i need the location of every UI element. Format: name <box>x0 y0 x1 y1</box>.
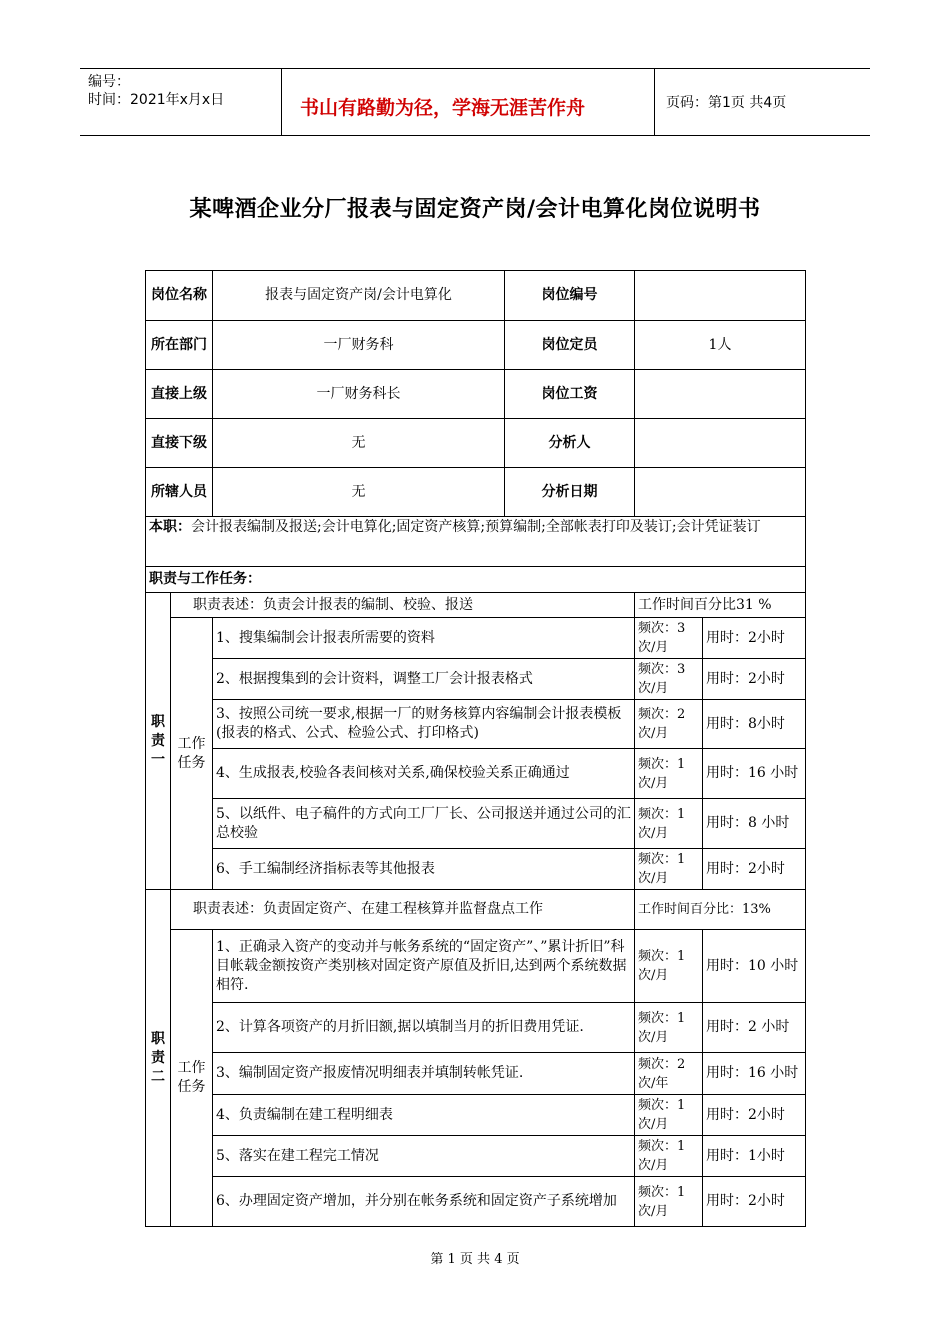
task-time: 用时：2小时 <box>703 1177 806 1227</box>
header-divider-left <box>281 68 282 136</box>
header-page-info: 页码：第1页 共4页 <box>666 95 787 111</box>
info-row <box>146 370 806 419</box>
info-label: 所在部门 <box>146 321 213 370</box>
info-label: 直接上级 <box>146 370 213 419</box>
task-text: 6、手工编制经济指标表等其他报表 <box>213 849 635 890</box>
info-row <box>146 321 806 370</box>
task-text: 5、以纸件、电子稿件的方式向工厂厂长、公司报送并通过公司的汇总校验 <box>213 799 635 849</box>
task-time: 用时：1小时 <box>703 1136 806 1177</box>
task-frequency: 频次：1次/月 <box>635 1177 703 1227</box>
task-frequency: 频次：1次/月 <box>635 1136 703 1177</box>
task-row <box>146 799 806 849</box>
section-percent: 工作时间百分比：13% <box>635 890 806 930</box>
info-label-2: 岗位定员 <box>505 321 635 370</box>
header-bottom-rule <box>80 135 870 136</box>
page-footer: 第 1 页 共 4 页 <box>430 1252 520 1267</box>
task-time: 用时：2小时 <box>703 849 806 890</box>
info-value-2 <box>635 271 806 321</box>
task-time: 用时：16 小时 <box>703 749 806 799</box>
task-time: 用时：2 小时 <box>703 1003 806 1053</box>
task-text: 3、编制固定资产报废情况明细表并填制转帐凭证. <box>213 1053 635 1095</box>
task-time: 用时：8小时 <box>703 700 806 749</box>
task-row <box>146 618 806 659</box>
info-label: 直接下级 <box>146 419 213 468</box>
task-frequency: 频次：1次/月 <box>635 749 703 799</box>
task-time: 用时：16 小时 <box>703 1053 806 1095</box>
task-row <box>146 1053 806 1095</box>
task-row <box>146 700 806 749</box>
section-percent: 工作时间百分比31 % <box>635 593 806 618</box>
task-row <box>146 849 806 890</box>
header-motto: 书山有路勤为径，学海无涯苦作舟 <box>300 97 586 119</box>
task-time: 用时：8 小时 <box>703 799 806 849</box>
task-frequency: 频次：2次/年 <box>635 1053 703 1095</box>
section-statement: 职责表述：负责固定资产、在建工程核算并监督盘点工作 <box>171 890 635 930</box>
task-text: 1、正确录入资产的变动并与帐务系统的“固定资产”、”累计折旧”科目帐载金额按资产类别核对固定资产原值及折旧,达到两个系统数据相符. <box>213 930 635 1003</box>
info-label: 所辖人员 <box>146 468 213 517</box>
job-description-table <box>145 270 806 1227</box>
header-divider-right <box>654 68 655 136</box>
duty-row <box>146 517 806 567</box>
task-text: 4、生成报表,校验各表间核对关系,确保校验关系正确通过 <box>213 749 635 799</box>
task-text: 2、根据搜集到的会计资料，调整工厂会计报表格式 <box>213 659 635 700</box>
info-label-2: 岗位编号 <box>505 271 635 321</box>
task-text: 1、搜集编制会计报表所需要的资料 <box>213 618 635 659</box>
task-frequency: 频次：1次/月 <box>635 1095 703 1136</box>
info-label-2: 岗位工资 <box>505 370 635 419</box>
info-value: 一厂财务科长 <box>213 370 505 419</box>
task-time: 用时：2小时 <box>703 659 806 700</box>
info-label-2: 分析日期 <box>505 468 635 517</box>
task-row <box>146 1136 806 1177</box>
task-time: 用时：10 小时 <box>703 930 806 1003</box>
task-time: 用时：2小时 <box>703 1095 806 1136</box>
task-row <box>146 1177 806 1227</box>
task-text: 4、负责编制在建工程明细表 <box>213 1095 635 1136</box>
task-row <box>146 1003 806 1053</box>
task-row <box>146 749 806 799</box>
task-time: 用时：2小时 <box>703 618 806 659</box>
section-statement: 职责表述：负责会计报表的编制、校验、报送 <box>171 593 635 618</box>
info-value: 报表与固定资产岗/会计电算化 <box>213 271 505 321</box>
task-frequency: 频次：1次/月 <box>635 799 703 849</box>
info-value-2: 1人 <box>635 321 806 370</box>
info-row <box>146 419 806 468</box>
info-value: 一厂财务科 <box>213 321 505 370</box>
task-row <box>146 1095 806 1136</box>
section-statement-row <box>146 593 806 618</box>
task-text: 5、落实在建工程完工情况 <box>213 1136 635 1177</box>
section-name: 职责二 <box>146 890 171 1227</box>
info-value: 无 <box>213 468 505 517</box>
info-row <box>146 468 806 517</box>
duty-label: 本职： <box>149 519 191 535</box>
task-text: 6、办理固定资产增加，并分别在帐务系统和固定资产子系统增加 <box>213 1177 635 1227</box>
section-sub-label: 工作任务 <box>171 618 213 890</box>
task-row <box>146 930 806 1003</box>
info-row <box>146 271 806 321</box>
task-frequency: 频次：2次/月 <box>635 700 703 749</box>
info-label: 岗位名称 <box>146 271 213 321</box>
tasks-header-row <box>146 567 806 593</box>
task-frequency: 频次：3次/月 <box>635 618 703 659</box>
info-value-2 <box>635 419 806 468</box>
header-time: 时间：2021年x月x日 <box>88 92 225 108</box>
info-label-2: 分析人 <box>505 419 635 468</box>
header-top-rule <box>80 68 870 69</box>
info-value-2 <box>635 370 806 419</box>
task-frequency: 频次：1次/月 <box>635 849 703 890</box>
tasks-header: 职责与工作任务： <box>146 567 806 593</box>
document-title: 某啤酒企业分厂报表与固定资产岗/会计电算化岗位说明书 <box>189 197 761 222</box>
task-text: 2、计算各项资产的月折旧额,据以填制当月的折旧费用凭证. <box>213 1003 635 1053</box>
section-sub-label: 工作任务 <box>171 930 213 1227</box>
task-frequency: 频次：3次/月 <box>635 659 703 700</box>
task-row <box>146 659 806 700</box>
section-statement-row <box>146 890 806 930</box>
header-number: 编号： <box>88 74 130 90</box>
task-frequency: 频次：1次/月 <box>635 930 703 1003</box>
task-text: 3、按照公司统一要求,根据一厂的财务核算内容编制会计报表模板(报表的格式、公式、检验公式、打印格式) <box>213 700 635 749</box>
info-value-2 <box>635 468 806 517</box>
duty-cell <box>146 517 806 567</box>
info-value: 无 <box>213 419 505 468</box>
duty-text: 会计报表编制及报送;会计电算化;固定资产核算;预算编制;全部帐表打印及装订;会计凭证装订 <box>191 519 761 535</box>
task-frequency: 频次：1次/月 <box>635 1003 703 1053</box>
section-name: 职责一 <box>146 593 171 890</box>
